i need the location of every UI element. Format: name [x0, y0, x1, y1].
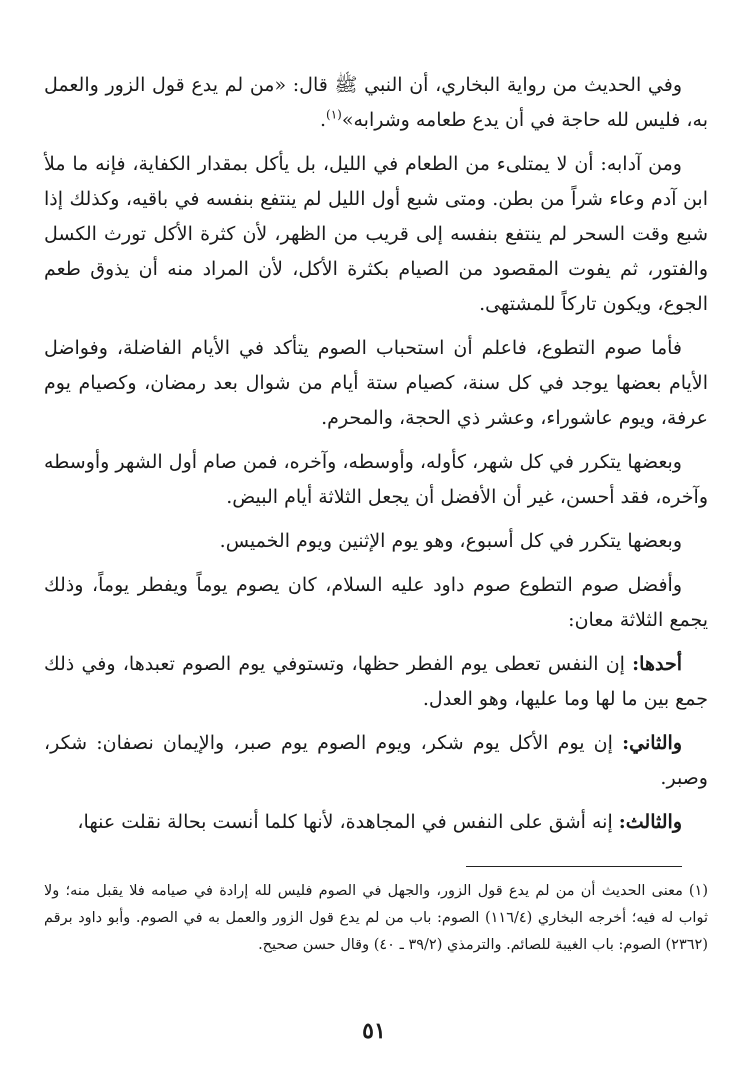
paragraph-text: وبعضها يتكرر في كل شهر، كأوله، وأوسطه، وآخره، فمن صام أول الشهر وأوسطه وآخره، فقد أحسن، غير أن الأفضل أن يجعل الثلاثة أيام البيض.: [44, 451, 708, 508]
paragraph-text: وفي الحديث من رواية البخاري، أن النبي ﷺ قال: «من لم يدع قول الزور والعمل به، فليس لله حاجة في أن يدع طعامه وشرابه»: [44, 74, 708, 131]
paragraph-text: فأما صوم التطوع، فاعلم أن استحباب الصوم يتأكد في الأيام الفاضلة، وفواضل الأيام بعضها يوجد في كل سنة، كصيام ستة أيام من شوال بعد رمضان، وكصيام يوم عرفة، ويوم عاشوراء، وعشر ذي الحجة، والمحرم.: [44, 337, 708, 429]
paragraph-third-reason: [44, 805, 708, 840]
paragraph-tail: .: [319, 109, 327, 131]
paragraph-monthly: [44, 445, 708, 515]
paragraph-text: إن النفس تعطى يوم الفطر حظها، وتستوفي يوم الصوم تعبدها، وفي ذلك جمع بين ما لها وما عليها، وهو العدل.: [44, 653, 708, 710]
footnote-text: معنى الحديث أن من لم يدع قول الزور، والجهل في الصوم فليس لله إرادة في صيامه فلا يقبل منه؛ ولا ثواب له فيه؛ أخرجه البخاري (١١٦/٤) الصوم: باب من لم يدع قول الزور والعمل به في الصوم. وأبو داود برقم (٢٣٦٢) الصوم: باب الغيبة للصائم. والترمذي (٣٩/٢ ـ ٤٠) وقال حسن صحيح.: [44, 883, 708, 953]
paragraph-text: ومن آدابه: أن لا يمتلىء من الطعام في الليل، بل يأكل بمقدار الكفاية، فإنه ما ملأ ابن آدم وعاء شراً من بطن. ومتى شبع أول الليل لم ينتفع بنفسه في باقيه، وكذلك إذا شبع وقت السحر لم ينتفع بنفسه إلى قريب من الظهر، لأن كثرة الأكل تورث الكسل والفتور، ثم يفوت المقصود من الصيام بكثرة الأكل، لأن المراد منه أن يذوق طعم الجوع، ويكون تاركاً للمشتهى.: [44, 153, 708, 315]
paragraph-second-reason: [44, 726, 708, 796]
paragraph-lead: والثاني:: [622, 732, 682, 754]
paragraph-hadith: [44, 68, 708, 138]
footnote-number: (١): [688, 883, 708, 899]
paragraph-lead: والثالث:: [618, 811, 682, 833]
page-number: ٥١: [362, 1018, 386, 1044]
paragraph-text: إنه أشق على النفس في المجاهدة، لأنها كلما أنست بحالة نقلت عنها،: [77, 811, 619, 833]
footnote: [44, 878, 708, 959]
paragraph-text: إن يوم الأكل يوم شكر، ويوم الصوم يوم صبر، والإيمان نصفان: شكر، وصبر.: [44, 732, 708, 789]
paragraph-dawud-fast: [44, 568, 708, 638]
paragraph-first-reason: [44, 647, 708, 717]
footnote-reference: (١): [326, 107, 342, 122]
footnote-divider: [466, 866, 682, 867]
paragraph-text: وأفضل صوم التطوع صوم داود عليه السلام، كان يصوم يوماً ويفطر يوماً، وذلك يجمع الثلاثة معان:: [44, 574, 708, 631]
paragraph-text: وبعضها يتكرر في كل أسبوع، وهو يوم الإثنين ويوم الخميس.: [219, 530, 682, 552]
paragraph-lead: أحدها:: [632, 653, 682, 675]
paragraph-voluntary-fasting: [44, 331, 708, 436]
main-text: [44, 68, 708, 849]
paragraph-etiquette: [44, 147, 708, 322]
paragraph-weekly: [44, 524, 708, 559]
